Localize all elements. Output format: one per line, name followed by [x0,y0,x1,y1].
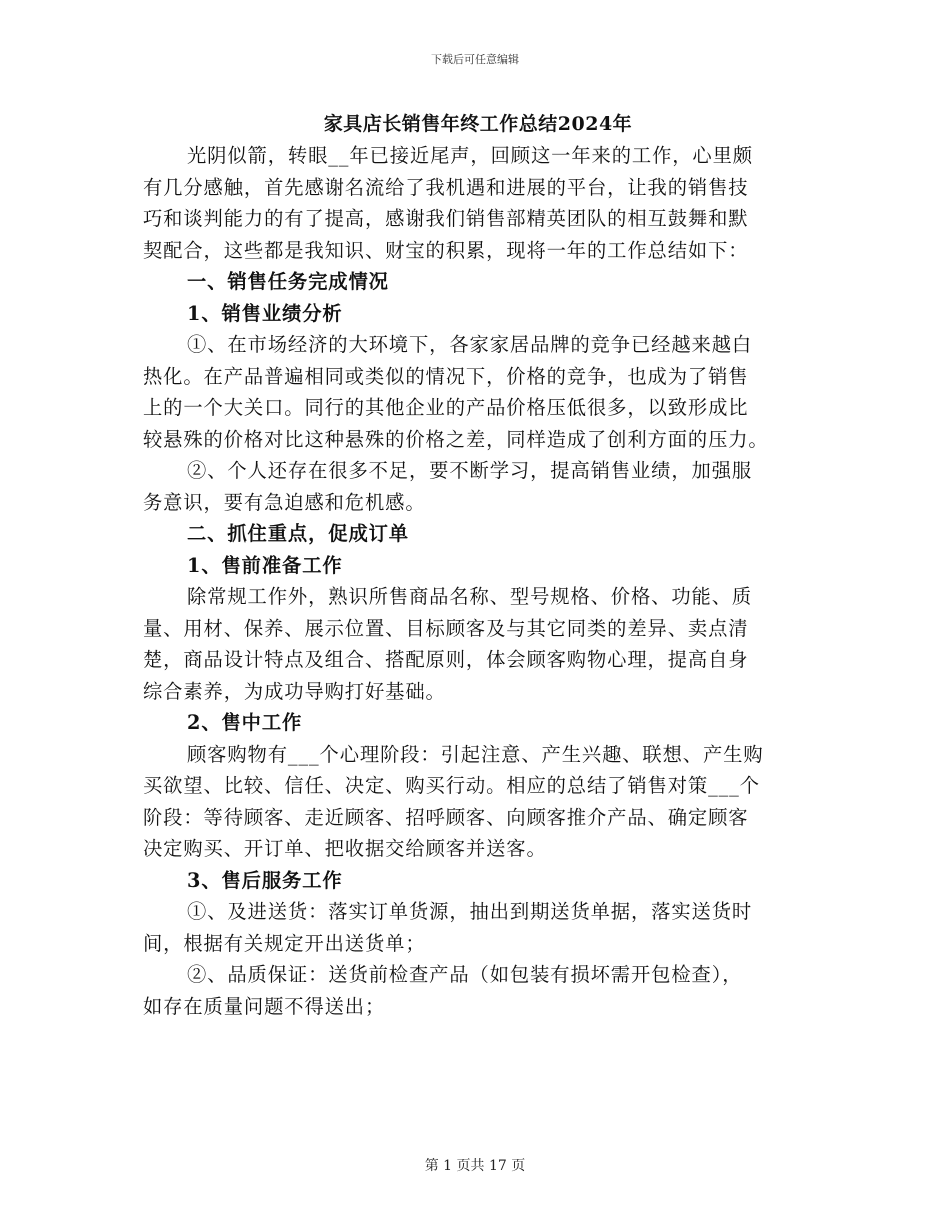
section-heading: 2、售中工作 [187,711,303,734]
paragraph-line: 热化。在产品普遍相同或类似的情况下，价格的竞争，也成为了销售 [143,364,749,388]
paragraph-line: 光阴似箭，转眼__年已接近尾声，回顾这一年来的工作，心里颇 [187,144,753,167]
paragraph-line: ②、个人还存在很多不足，要不断学习，提高销售业绩，加强服 [187,459,753,482]
paragraph-line: 上的一个大关口。同行的其他企业的产品价格压低很多，以致形成比 [143,396,749,419]
section-heading: 1、销售业绩分析 [187,301,343,325]
paragraph-line: 契配合，这些都是我知识、财宝的积累，现将一年的工作总结如下： [143,238,749,262]
page-footer-number: 第 1 页共 17 页 [424,1158,526,1174]
paragraph-line: 务意识，要有急迫感和危机感。 [143,490,426,514]
paragraph-line: 除常规工作外，熟识所售商品名称、型号规格、价格、功能、质 [187,585,753,608]
section-heading: 二、抓住重点，促成订单 [187,522,409,545]
paragraph-line: 有几分感触，首先感谢名流给了我机遇和进展的平台，让我的销售技 [143,175,749,199]
paragraph-line: ①、及进送货：落实订单货源，抽出到期送货单据，落实送货时 [187,900,753,923]
section-heading: 3、售后服务工作 [187,868,343,892]
page-header-note: 下载后可任意编辑 [431,53,519,66]
paragraph-line: 决定购买、开订单、把收据交给顾客并送客。 [143,837,547,860]
paragraph-line: 楚，商品设计特点及组合、搭配原则，体会顾客购物心理，提高自身 [143,648,749,671]
document-body [143,108,813,1022]
paragraph-line: 量、用材、保养、展示位置、目标顾客及与其它同类的差异、卖点清 [143,616,749,640]
paragraph-line: ②、品质保证：送货前检查产品（如包装有损坏需开包检查）， [187,963,743,986]
paragraph-line: 巧和谈判能力的有了提高，感谢我们销售部精英团队的相互鼓舞和默 [143,207,749,230]
paragraph-line: 买欲望、比较、信任、决定、购买行动。相应的总结了销售对策___个 [143,774,760,797]
paragraph-line: 如存在质量问题不得送出； [143,994,386,1018]
paragraph-line: 顾客购物有___个心理阶段：引起注意、产生兴趣、联想、产生购 [187,742,764,766]
document-lines [143,140,813,1022]
section-heading: 一、销售任务完成情况 [187,270,389,293]
paragraph-line: 阶段：等待顾客、走近顾客、招呼顾客、向顾客推介产品、确定顾客 [143,805,749,829]
paragraph-line: ①、在市场经济的大环境下，各家家居品牌的竞争已经越来越白 [187,333,753,356]
paragraph-line: 间，根据有关规定开出送货单； [143,931,426,955]
paragraph-line: 较悬殊的价格对比这种悬殊的价格之差，同样造成了创利方面的压力。 [143,427,769,451]
paragraph-line: 综合素养，为成功导购打好基础。 [143,679,446,703]
section-heading: 1、售前准备工作 [187,553,343,577]
document-title: 家具店长销售年终工作总结2024年 [323,113,633,135]
